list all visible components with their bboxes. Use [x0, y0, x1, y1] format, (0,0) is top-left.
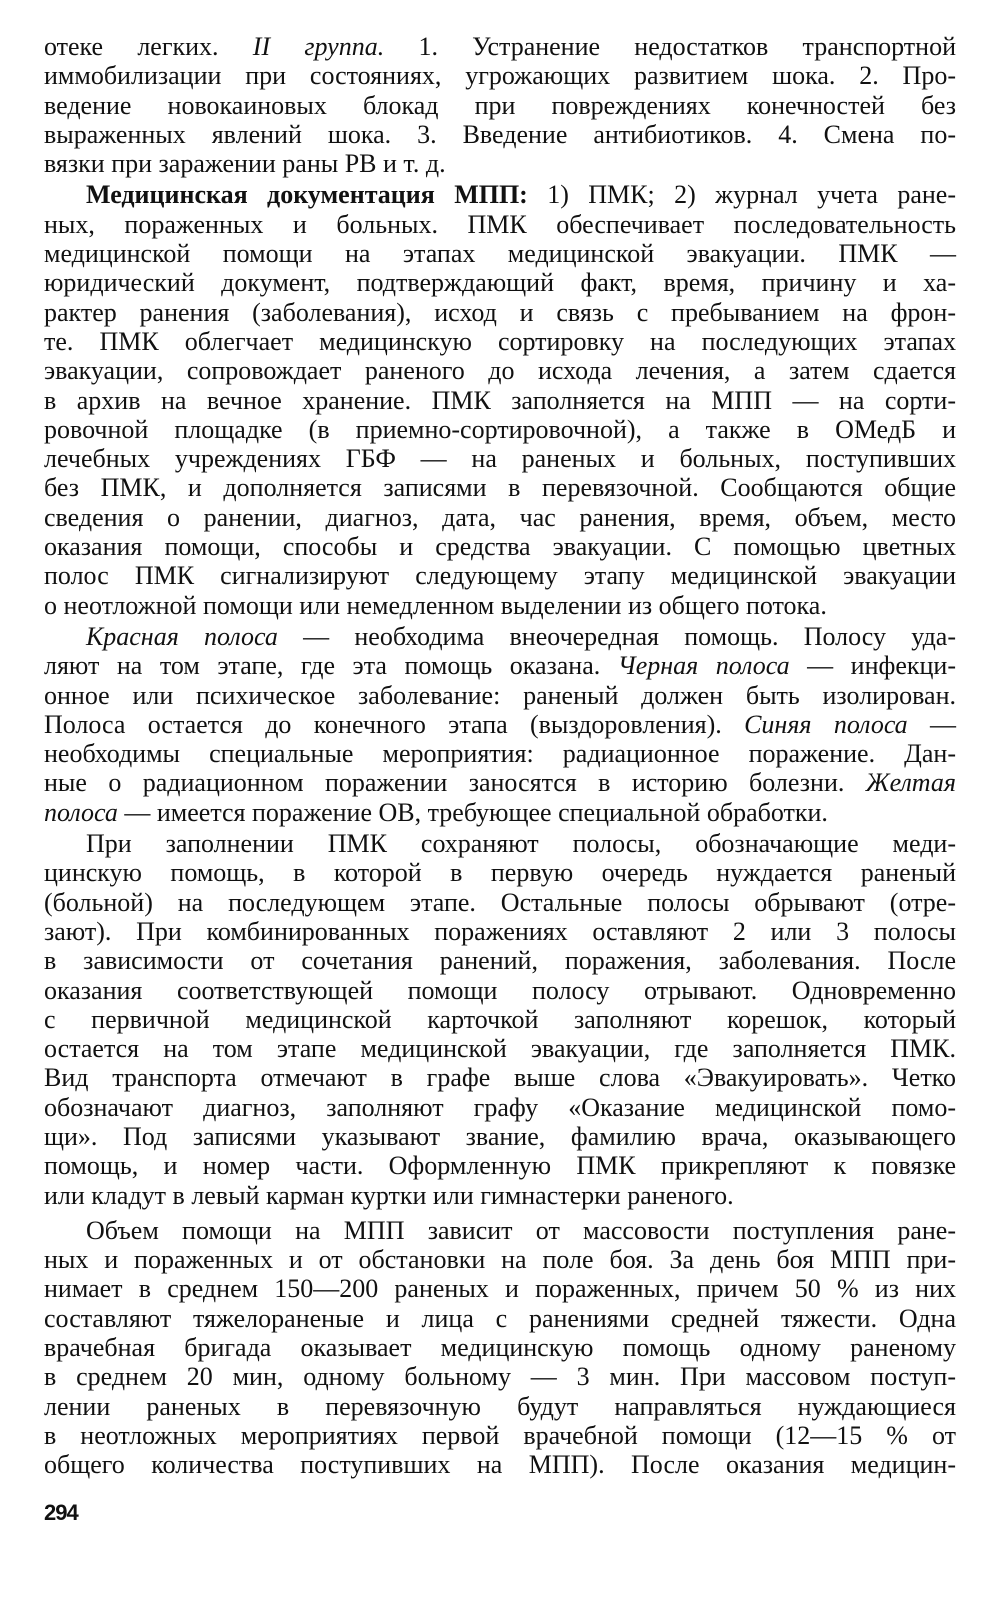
text-run: составляют тяжелораненые и лица с ранениями средней тяжести. Одна	[44, 1303, 956, 1333]
text-run: ные о радиационном поражении заносятся в историю болезни.	[44, 768, 866, 798]
text-line	[44, 1304, 956, 1333]
text-run: —	[907, 709, 956, 739]
italic-run: Синяя полоса	[744, 709, 908, 739]
text-line	[44, 180, 956, 209]
text-run: те. ПМК облегчает медицинскую сортировку на последующих этапах	[44, 326, 956, 356]
text-run: оказания помощи, способы и средства эвакуации. С помощью цветных	[44, 532, 956, 562]
italic-run: Желтая	[865, 768, 956, 798]
text-line	[44, 386, 956, 415]
text-line	[44, 1450, 956, 1479]
text-run: выраженных явлений шока. 3. Введение антибиотиков. 4. Смена по-	[44, 119, 956, 149]
text-line	[44, 268, 956, 297]
text-run: юридический документ, подтверждающий факт, время, причину и ха-	[44, 268, 956, 298]
bold-run: Медицинская документация МПП:	[86, 180, 528, 210]
text-run: Объем помощи на МПП зависит от массовости поступления ране-	[86, 1215, 956, 1245]
text-line	[44, 622, 956, 651]
text-run: ляют на том этапе, где эта помощь оказана.	[44, 651, 618, 681]
text-run: остается на том этапе медицинской эвакуации, где заполняется ПМК.	[44, 1034, 956, 1064]
text-run: лении раненых в перевязочную будут направляться нуждающиеся	[44, 1391, 956, 1421]
italic-run: Красная полоса	[86, 621, 278, 651]
text-run: о неотложной помощи или немедленном выделении из общего потока.	[44, 590, 827, 620]
text-line	[44, 239, 956, 268]
text-run: — инфекци-	[789, 651, 957, 681]
text-run: в зависимости от сочетания ранений, поражения, заболевания. После	[44, 946, 956, 976]
text-line	[44, 946, 956, 975]
text-run: с первичной медицинской карточкой заполняют корешок, который	[44, 1004, 956, 1034]
page-number: 294	[44, 1500, 78, 1525]
text-line	[44, 120, 956, 149]
text-run: — необходима внеочередная помощь. Полосу уда-	[277, 621, 957, 651]
text-run: необходимы специальные мероприятия: радиационное поражение. Дан-	[44, 739, 956, 769]
text-line	[44, 1151, 956, 1180]
text-run: При заполнении ПМК сохраняют полосы, обозначающие меди-	[86, 829, 956, 859]
text-run: вязки при заражении раны РВ и т. д.	[44, 149, 446, 179]
italic-run: Черная полоса	[617, 651, 790, 681]
text-line	[44, 473, 956, 502]
text-run: нимает в среднем 150—200 раненых и пораженных, причем 50 % из них	[44, 1274, 956, 1304]
text-line	[44, 888, 956, 917]
text-run: (больной) на последующем этапе. Остальные полосы обрывают (отре-	[44, 887, 956, 917]
text-run: отеке легких.	[44, 32, 253, 61]
italic-run: полоса	[44, 797, 118, 827]
text-run: ных, пораженных и больных. ПМК обеспечивает последовательность	[44, 209, 956, 239]
text-run: зают). При комбинированных поражениях оставляют 2 или 3 полосы	[44, 916, 956, 946]
text-run: сведения о ранении, диагноз, дата, час ранения, время, объем, место	[44, 502, 956, 532]
text-run: помощь, и номер части. Оформленную ПМК прикрепляют к повязке	[44, 1151, 956, 1181]
text-line	[44, 210, 956, 239]
text-run: 1) ПМК; 2) журнал учета ране-	[527, 180, 957, 210]
text-line	[44, 1122, 956, 1151]
text-run: щи». Под записями указывают звание, фамилию врача, оказывающего	[44, 1121, 956, 1151]
text-line	[44, 1362, 956, 1391]
text-run: Полоса остается до конечного этапа (выздоровления).	[44, 709, 745, 739]
text-line	[44, 1245, 956, 1274]
text-line	[44, 561, 956, 590]
text-run: в неотложных мероприятиях первой врачебной помощи (12—15 % от	[44, 1420, 956, 1450]
text-line	[44, 681, 956, 710]
text-run: обозначают диагноз, заполняют графу «Оказание медицинской помо-	[44, 1092, 956, 1122]
text-run: лечебных учреждениях ГБФ — на раненых и больных, поступивших	[44, 444, 956, 474]
text-line	[44, 1392, 956, 1421]
text-run: онное или психическое заболевание: раненый должен быть изолирован.	[44, 680, 956, 710]
text-run: ных и пораженных и от обстановки на поле боя. За день боя МПП при-	[44, 1245, 956, 1275]
text-run: или кладут в левый карман куртки или гимнастерки раненого.	[44, 1180, 734, 1210]
text-line	[44, 1005, 956, 1034]
text-line	[44, 415, 956, 444]
text-line	[44, 1333, 956, 1362]
text-line	[44, 591, 956, 620]
text-run: иммобилизации при состояниях, угрожающих развитием шока. 2. Про-	[44, 61, 956, 91]
text-line	[44, 798, 956, 827]
text-line	[44, 32, 956, 61]
text-line	[44, 976, 956, 1005]
text-run: в среднем 20 мин, одному больному — 3 мин. При массовом поступ-	[44, 1362, 956, 1392]
text-line	[44, 327, 956, 356]
text-line	[44, 917, 956, 946]
text-line	[44, 1421, 956, 1450]
text-line	[44, 298, 956, 327]
text-line	[44, 149, 956, 178]
paragraph	[44, 1216, 956, 1480]
text-line	[44, 858, 956, 887]
text-run: без ПМК, и дополняется записями в перевязочной. Сообщаются общие	[44, 473, 956, 503]
text-run: эвакуации, сопровождает раненого до исхода лечения, а затем сдается	[44, 356, 956, 386]
text-run: ровочной площадке (в приемно-сортировочной), а также в ОМедБ и	[44, 414, 956, 444]
text-run: Вид транспорта отмечают в графе выше слова «Эвакуировать». Четко	[44, 1063, 956, 1093]
text-line	[44, 503, 956, 532]
text-line	[44, 61, 956, 90]
book-page-text	[44, 32, 956, 1480]
text-run: цинскую помощь, в которой в первую очередь нуждается раненый	[44, 858, 956, 888]
text-run: общего количества поступивших на МПП). После оказания медицин-	[44, 1450, 956, 1480]
text-line	[44, 829, 956, 858]
text-line	[44, 1063, 956, 1092]
paragraph	[44, 180, 956, 619]
text-run: — имеется поражение ОВ, требующее специальной обработки.	[117, 797, 828, 827]
text-run: ведение новокаиновых блокад при повреждениях конечностей без	[44, 90, 956, 120]
text-line	[44, 356, 956, 385]
paragraph	[44, 829, 956, 1210]
text-run: полос ПМК сигнализируют следующему этапу медицинской эвакуации	[44, 561, 956, 591]
text-line	[44, 91, 956, 120]
text-run: врачебная бригада оказывает медицинскую помощь одному раненому	[44, 1333, 956, 1363]
text-run: 1. Устранение недостатков транспортной	[384, 32, 956, 61]
paragraph	[44, 622, 956, 827]
text-line	[44, 651, 956, 680]
text-line	[44, 532, 956, 561]
text-line	[44, 710, 956, 739]
text-line	[44, 1216, 956, 1245]
text-line	[44, 1181, 956, 1210]
text-run: в архив на вечное хранение. ПМК заполняется на МПП — на сорти-	[44, 385, 956, 415]
text-run: оказания соответствующей помощи полосу отрывают. Одновременно	[44, 975, 956, 1005]
italic-run: II группа.	[252, 32, 385, 61]
text-line	[44, 768, 956, 797]
text-line	[44, 1274, 956, 1303]
text-line	[44, 1034, 956, 1063]
text-run: медицинской помощи на этапах медицинской эвакуации. ПМК —	[44, 239, 956, 269]
text-run: рактер ранения (заболевания), исход и связь с пребыванием на фрон-	[44, 297, 956, 327]
text-line	[44, 739, 956, 768]
text-line	[44, 444, 956, 473]
text-line	[44, 1093, 956, 1122]
paragraph	[44, 32, 956, 178]
